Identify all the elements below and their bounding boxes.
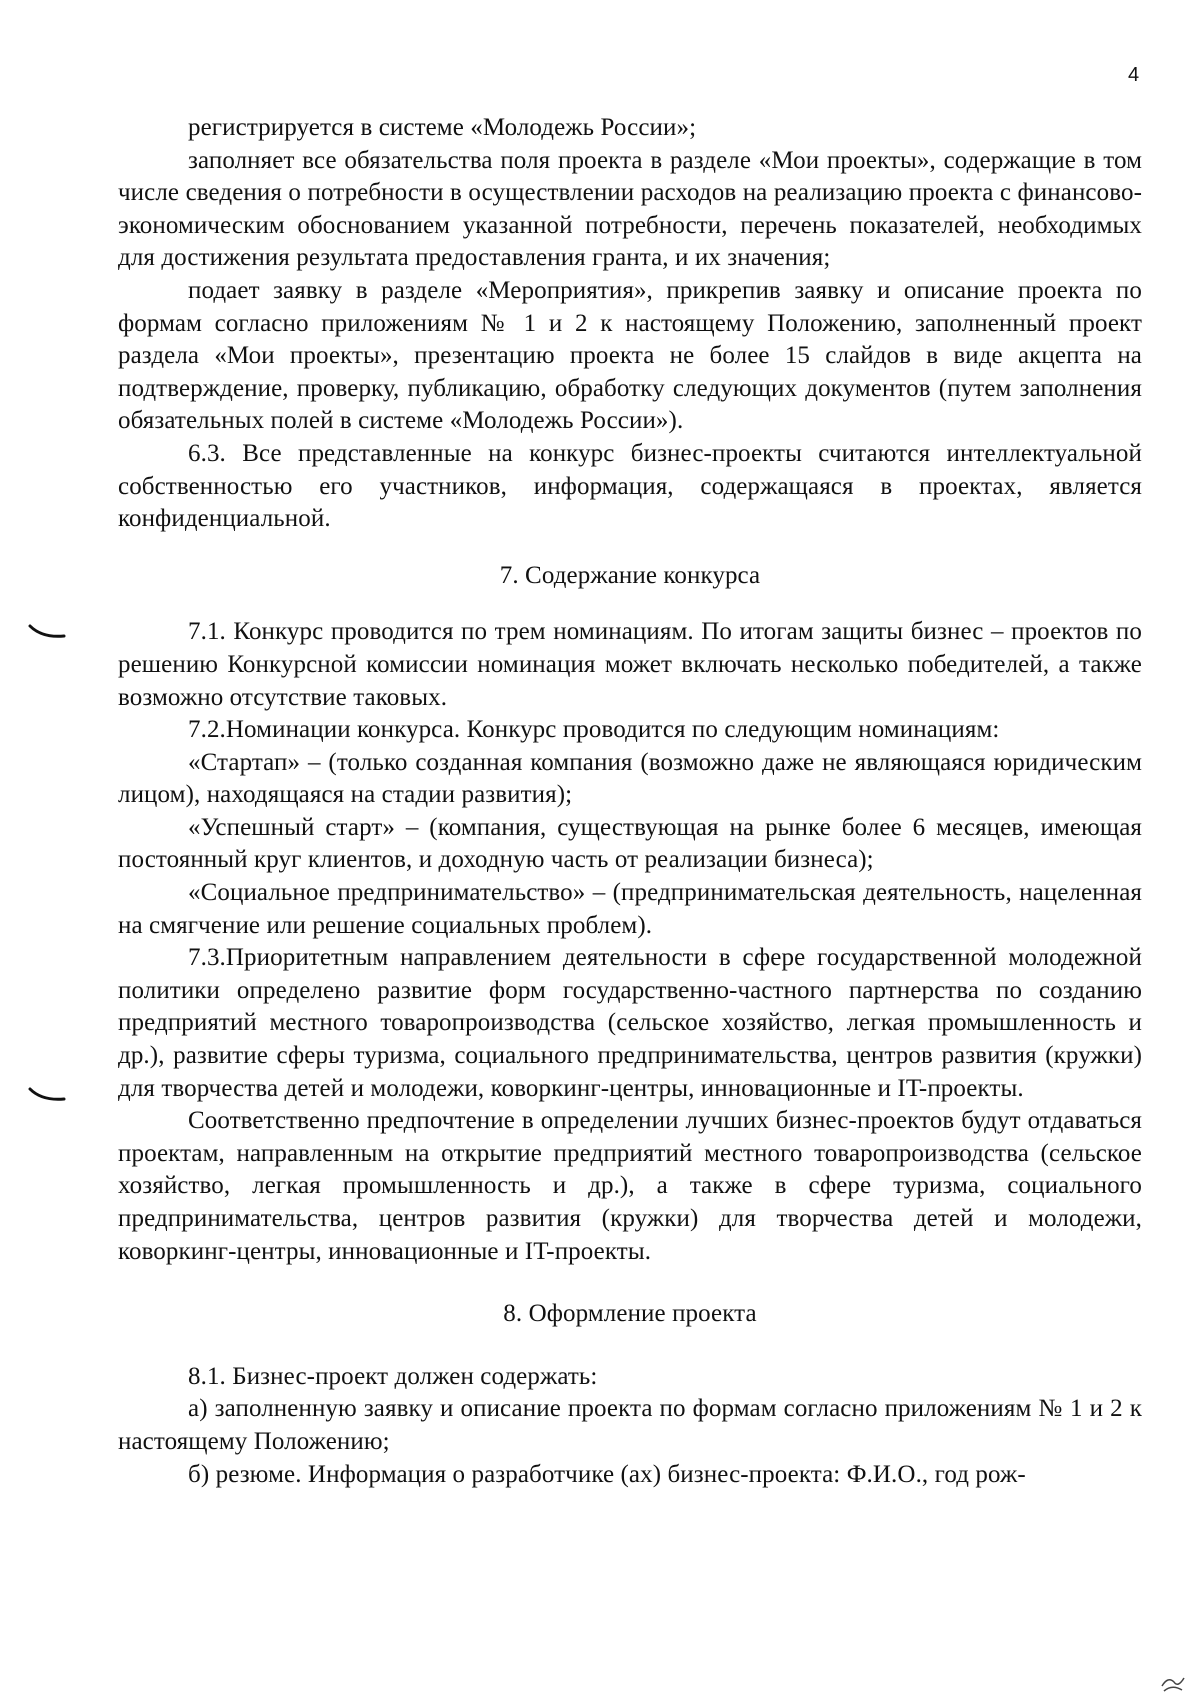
paragraph: «Стартап» – (только созданная компания (возможно даже не являющаяся юридическим лицом), находящаяся на стадии развития); (118, 748, 1142, 809)
paragraph: 7.2.Номинации конкурса. Конкурс проводится по следующим номинациям: (188, 716, 1000, 744)
section-heading: 7. Содержание конкурса (499, 561, 761, 589)
document-body (118, 112, 1142, 1491)
paragraph: 7.1. Конкурс проводится по трем номинациям. По итогам защиты бизнес – проектов по решению Конкурсной комиссии номинация может включать несколько победителей, а также возможно отсутствие таковых. (118, 618, 1142, 711)
paragraph: 6.3. Все представленные на конкурс бизнес-проекты считаются интеллектуальной собственностью его участников, информация, содержащаяся в проектах, является конфиденциальной. (118, 439, 1142, 533)
margin-mark-icon (28, 622, 68, 642)
paragraph: «Успешный старт» – (компания, существующая на рынке более 6 месяцев, имеющая постоянный круг клиентов, и доходную часть от реализации бизнеса); (118, 813, 1142, 874)
paragraph: «Социальное предпринимательство» – (предпринимательская деятельность, нацеленная на смягчение или решение социальных проблем). (118, 879, 1142, 939)
page-number: 4 (1128, 64, 1140, 86)
paragraph: подает заявку в разделе «Мероприятия», прикрепив заявку и описание проекта по формам согласно приложениям № 1 и 2 к настоящему Положению, заполненный проект раздела «Мои проекты», презентацию проекта не более 15 слайдов в виде акцепта на подтверждение, проверку, публикацию, обработку следующих документов (путем заполнения обязательных полей в системе «Молодежь России»). (118, 276, 1142, 435)
paragraph: регистрируется в системе «Молодежь России»; (188, 114, 697, 141)
paragraph: б) резюме. Информация о разработчике (ах) бизнес-проекта: Ф.И.О., год рож- (188, 1460, 1026, 1488)
corner-scribble-icon (1158, 1672, 1188, 1694)
margin-mark-icon (28, 1085, 68, 1105)
section-heading: 8. Оформление проекта (503, 1300, 757, 1328)
paragraph: 8.1. Бизнес-проект должен содержать: (188, 1362, 598, 1390)
paragraph: а) заполненную заявку и описание проекта по формам согласно приложениям № 1 и 2 к настоящему Положению; (118, 1395, 1142, 1455)
paragraph: Соответственно предпочтение в определении лучших бизнес-проектов будут отдаваться проектам, направленным на открытие предприятий местного товаропроизводства (сельское хозяйство, легкая промышленность и др.), а также в сфере туризма, социального предпринимательства, центров развития (кружки) для творчества детей и молодежи, коворкинг-центры, инновационные и IT-проекты. (118, 1107, 1142, 1265)
paragraph: 7.3.Приоритетным направлением деятельности в сфере государственной молодежной политики определено развитие форм государственно-частного партнерства по созданию предприятий местного товаропроизводства (сельское хозяйство, легкая промышленность и др.), развитие сферы туризма, социального предпринимательства, центров развития (кружки) для творчества детей и молодежи, коворкинг-центры, инновационные и IT-проекты. (118, 944, 1142, 1102)
paragraph: заполняет все обязательства поля проекта в разделе «Мои проекты», содержащие в том числе сведения о потребности в осуществлении расходов на реализацию проекта с финансово-экономическим обоснованием указанной потребности, перечень показателей, необходимых для достижения результата предоставления гранта, и их значения; (118, 146, 1142, 272)
